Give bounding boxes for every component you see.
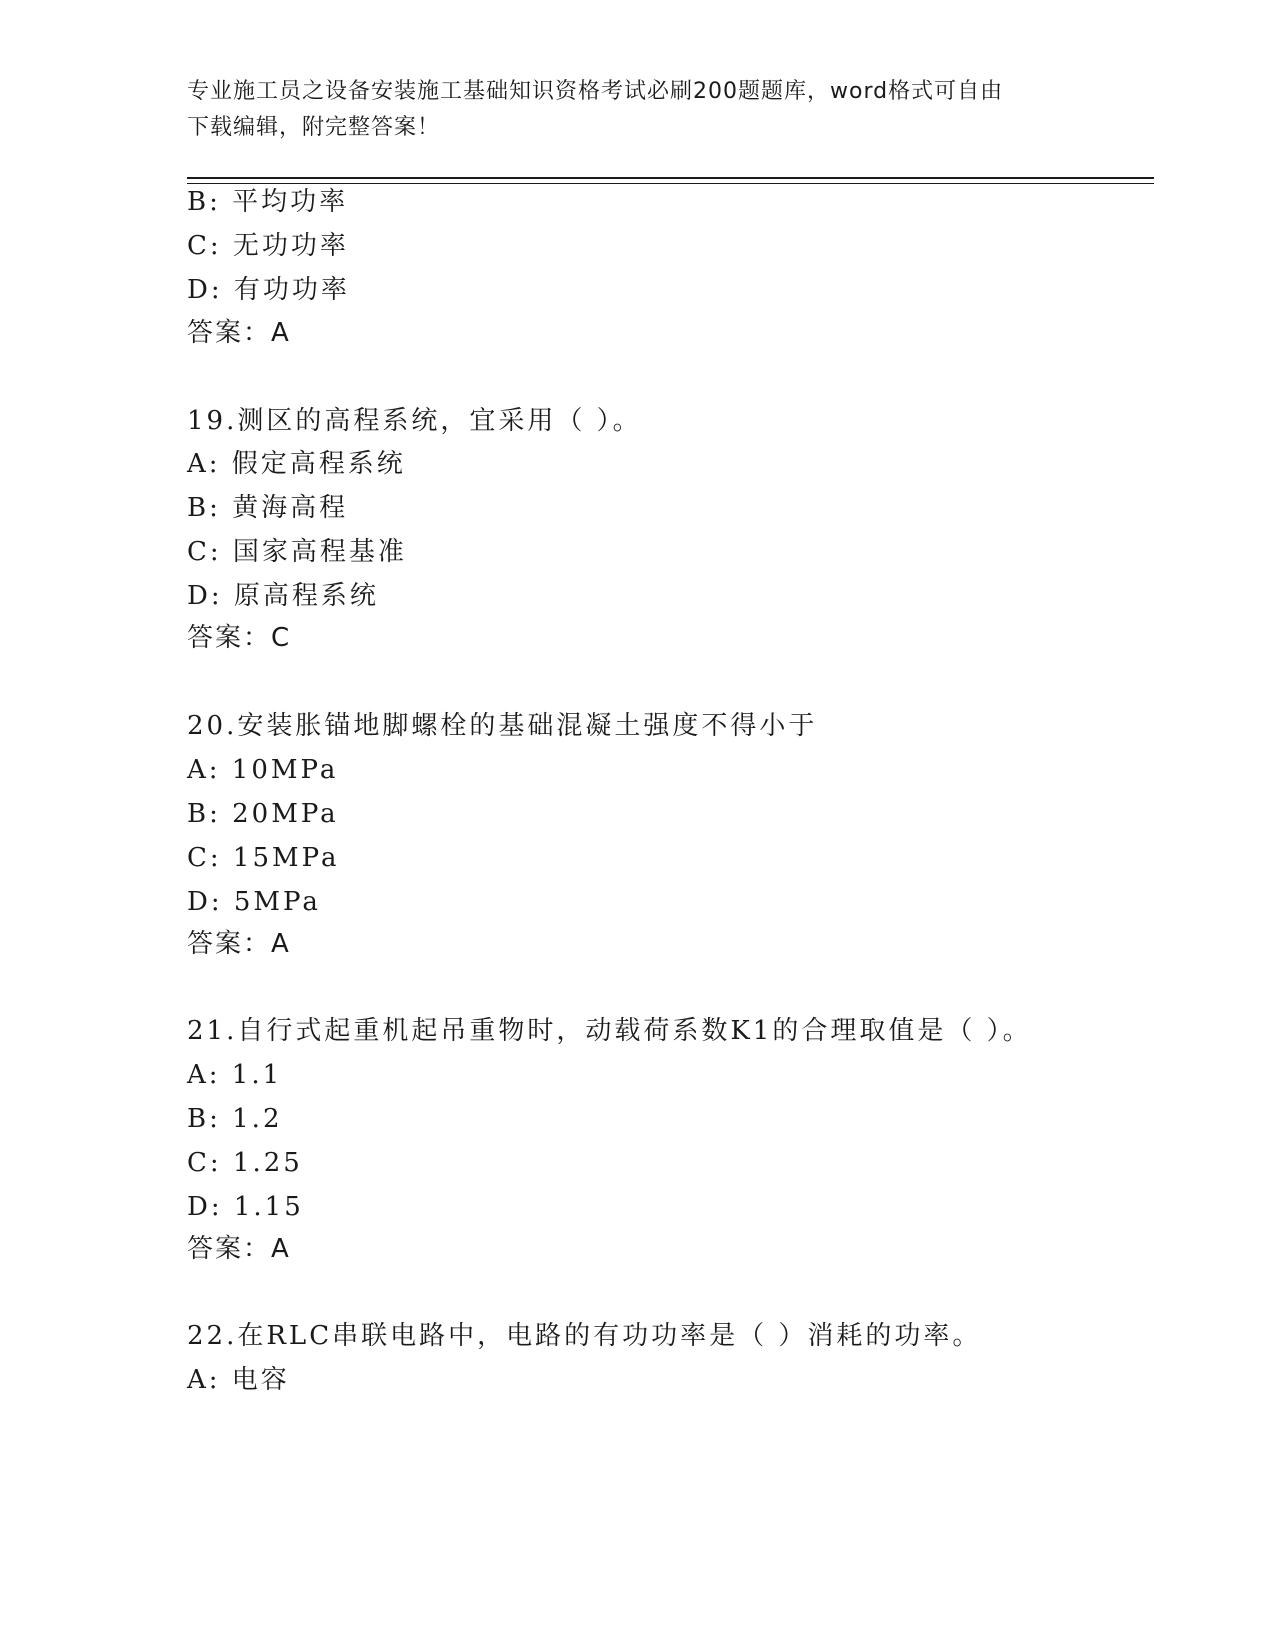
- q20-answer: 答案：A: [187, 929, 291, 959]
- q19-option-a: A: 假定高程系统: [187, 449, 406, 479]
- q21-option-c: C: 1.25: [187, 1148, 303, 1178]
- q18-option-d: D: 有功功率: [187, 275, 350, 305]
- q20-option-b: B: 20MPa: [187, 799, 339, 829]
- q18-answer: 答案：A: [187, 318, 291, 348]
- q19-answer: 答案：C: [187, 623, 292, 653]
- q21-option-b: B: 1.2: [187, 1104, 283, 1134]
- q19-stem: 19.测区的高程系统，宜采用（ ）。: [187, 406, 642, 436]
- document-header: [187, 74, 1087, 146]
- q22-stem: 22.在RLC串联电路中，电路的有功功率是（ ）消耗的功率。: [187, 1321, 982, 1351]
- q21-stem: 21.自行式起重机起吊重物时，动载荷系数K1的合理取值是（ ）。: [187, 1016, 1032, 1046]
- header-divider-thin: [187, 183, 1154, 184]
- q19-option-d: D: 原高程系统: [187, 581, 379, 611]
- header-title-line-2: 下载编辑，附完整答案！: [187, 115, 441, 140]
- q21-option-a: A: 1.1: [187, 1060, 283, 1090]
- q20-stem: 20.安装胀锚地脚螺栓的基础混凝土强度不得小于: [187, 711, 818, 741]
- q21-answer: 答案：A: [187, 1234, 291, 1264]
- q21-option-d: D: 1.15: [187, 1192, 304, 1222]
- q19-option-c: C: 国家高程基准: [187, 537, 407, 567]
- q22-option-a: A: 电容: [187, 1365, 290, 1395]
- q20-option-a: A: 10MPa: [187, 755, 339, 785]
- q18-option-b: B: 平均功率: [187, 187, 349, 217]
- q20-option-d: D: 5MPa: [187, 887, 321, 917]
- header-title-line-1: 专业施工员之设备安装施工基础知识资格考试必刷200题题库，word格式可自由: [187, 79, 1004, 104]
- header-divider-thick: [187, 177, 1154, 179]
- q19-option-b: B: 黄海高程: [187, 493, 349, 523]
- q18-option-c: C: 无功功率: [187, 231, 349, 261]
- q20-option-c: C: 15MPa: [187, 843, 340, 873]
